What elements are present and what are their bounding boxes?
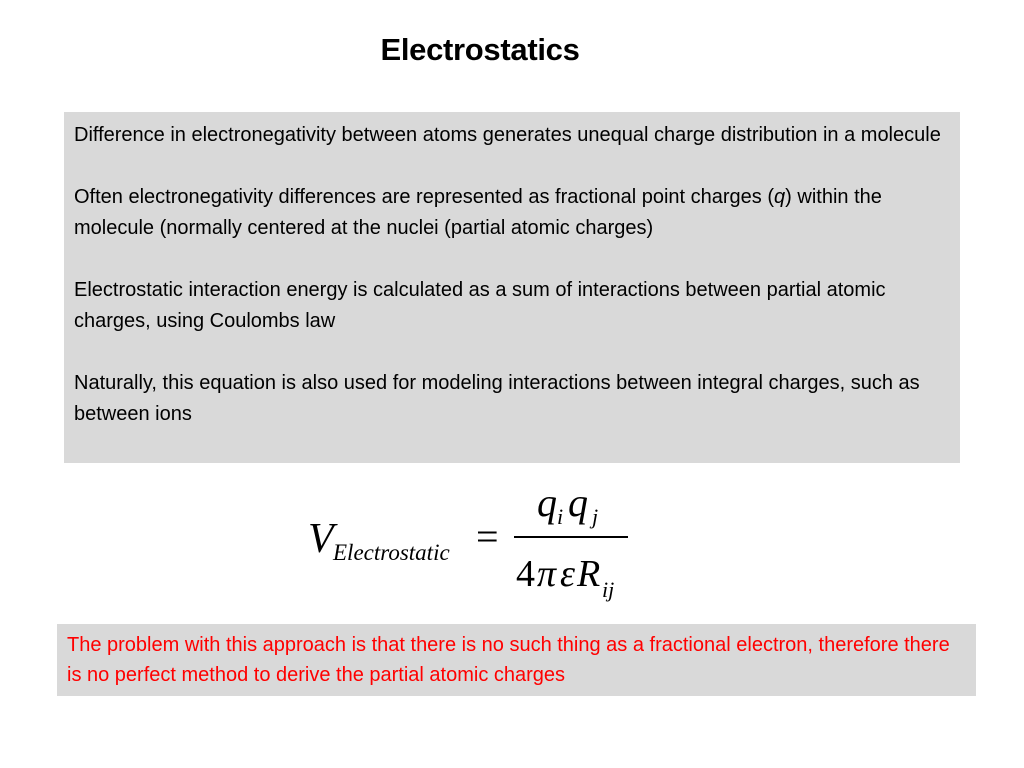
denominator-r: R <box>577 553 601 595</box>
numerator-q1: q <box>537 480 557 525</box>
equation-lhs-symbol: V <box>308 516 334 562</box>
charge-symbol-q: q <box>774 186 786 208</box>
denominator-coefficient: 4 <box>516 553 535 595</box>
denominator-r-subscript: ij <box>602 577 615 602</box>
equation-lhs-subscript: Electrostatic <box>333 540 450 565</box>
note-text: The problem with this approach is that there is no such thing as a fractional electron, therefore there is no perfect method to derive the partial atomic charges <box>67 634 950 686</box>
note-box <box>57 624 976 696</box>
paragraph-point-charges <box>74 182 950 244</box>
paragraph-point-charges-after: ) within the molecule (normally centered at the nuclei (partial atomic charges) <box>74 186 882 239</box>
numerator-q1-subscript: i <box>557 504 564 529</box>
equation-equals: = <box>476 514 499 559</box>
numerator-q2-subscript: j <box>592 504 599 529</box>
paragraph-point-charges-before: Often electronegativity differences are represented as fractional point charges ( <box>74 186 775 208</box>
denominator-pi: π <box>537 553 557 595</box>
paragraph-interaction-energy: Electrostatic interaction energy is calculated as a sum of interactions between partial atomic charges, using Coulombs law <box>74 279 886 332</box>
coulomb-equation <box>300 480 640 610</box>
paragraph-ions: Naturally, this equation is also used for modeling interactions between integral charges, such as between ions <box>74 372 920 425</box>
numerator-q2: q <box>568 480 588 525</box>
denominator-epsilon: ε <box>560 553 575 595</box>
slide-title: Electrostatics <box>380 32 580 67</box>
paragraph-electronegativity: Difference in electronegativity between atoms generates unequal charge distribution in a molecule <box>74 124 941 146</box>
info-box <box>64 112 960 463</box>
coulomb-equation-svg <box>300 480 640 610</box>
